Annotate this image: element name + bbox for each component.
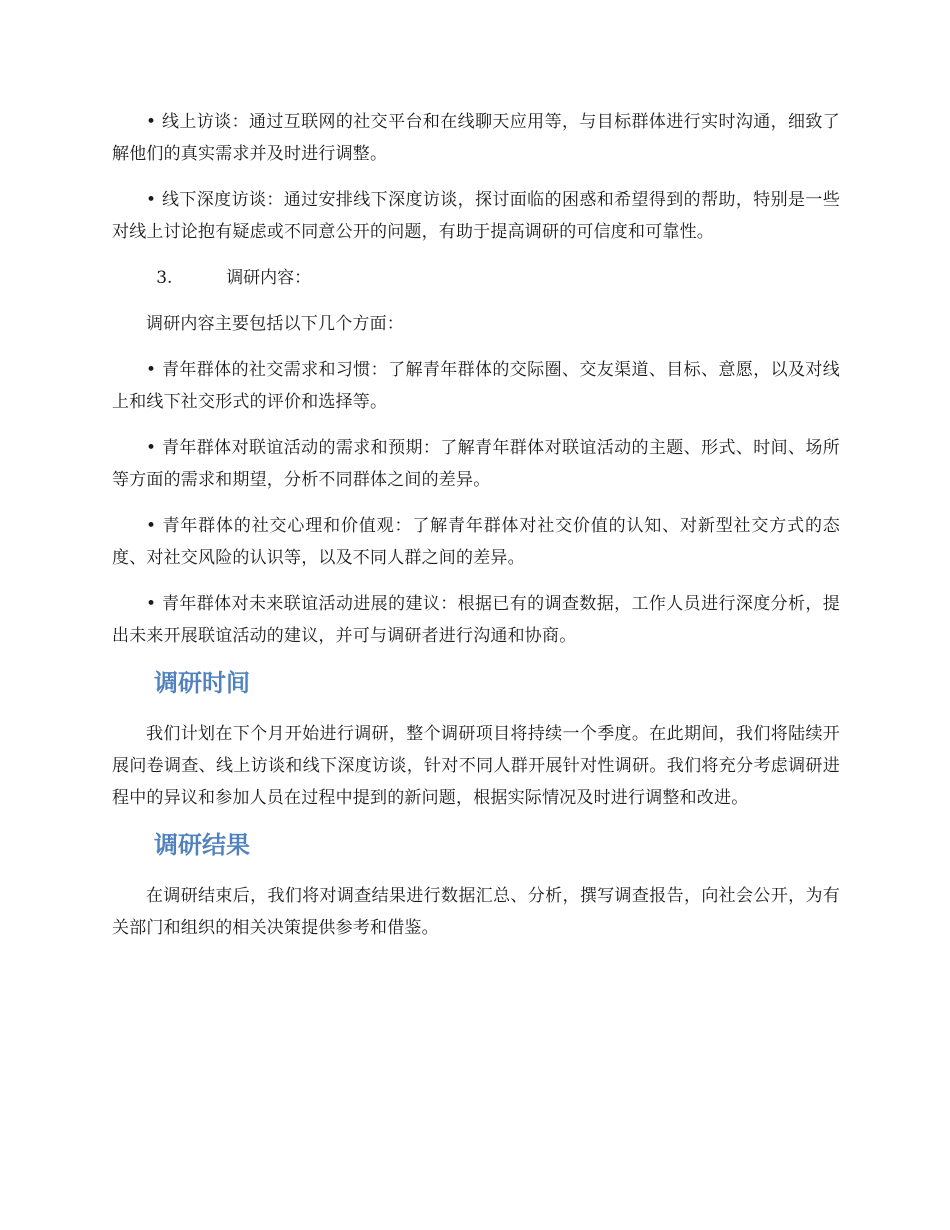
section-heading-result: 调研结果 [154,831,250,859]
content-intro: 调研内容主要包括以下几个方面： [146,314,404,334]
item-label: 调研内容： [226,268,312,288]
result-paragraph: 在调研结束后，我们将对调查结果进行数据汇总、分析，撰写调查报告，向社会公开，为有关部门和组织的相关决策提供参考和借鉴。 [112,886,840,938]
bullet-activity-expectations: • 青年群体对联谊活动的需求和预期：了解青年群体对联谊活动的主题、形式、时间、场所等方面的需求和期望，分析不同群体之间的差异。 [112,438,840,490]
bullet-social-needs: • 青年群体的社交需求和习惯：了解青年群体的交际圈、交友渠道、目标、意愿，以及对线上和线下社交形式的评价和选择等。 [112,360,840,412]
section-heading-time: 调研时间 [154,669,250,697]
bullet-online-interview: • 线上访谈：通过互联网的社交平台和在线聊天应用等，与目标群体进行实时沟通，细致了解他们的真实需求并及时进行调整。 [112,112,840,164]
numbered-item-research-content [112,262,840,294]
time-paragraph: 我们计划在下个月开始进行调研，整个调研项目将持续一个季度。在此期间，我们将陆续开展问卷调查、线上访谈和线下深度访谈，针对不同人群开展针对性调研。我们将充分考虑调研进程中的异议和参加人员在过程中提到的新问题，根据实际情况及时进行调整和改进。 [112,724,840,808]
document-page [112,106,840,958]
bullet-future-suggestions: • 青年群体对未来联谊活动进展的建议：根据已有的调查数据，工作人员进行深度分析，提出未来开展联谊活动的建议，并可与调研者进行沟通和协商。 [112,594,840,646]
item-number: 3. [156,268,173,288]
bullet-offline-interview: • 线下深度访谈：通过安排线下深度访谈，探讨面临的困惑和希望得到的帮助，特别是一些对线上讨论抱有疑虑或不同意公开的问题，有助于提高调研的可信度和可靠性。 [112,190,840,242]
bullet-social-values: • 青年群体的社交心理和价值观：了解青年群体对社交价值的认知、对新型社交方式的态度、对社交风险的认识等，以及不同人群之间的差异。 [112,516,840,568]
